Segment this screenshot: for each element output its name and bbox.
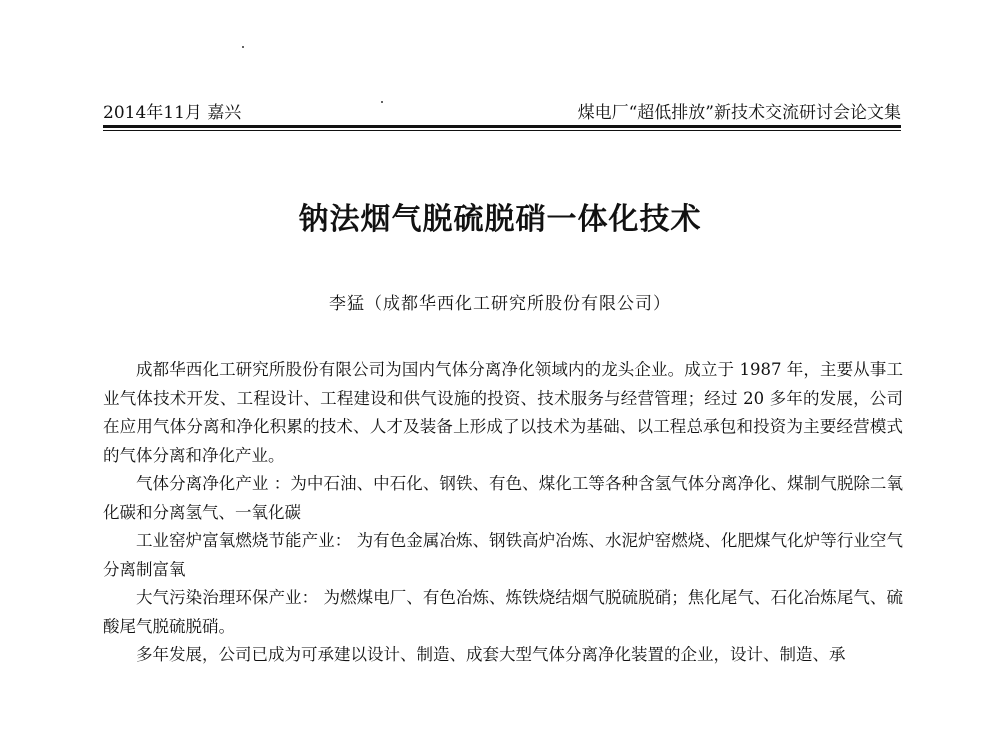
paragraph-gas-separation: 气体分离净化产业 ：为中石油、中石化、钢铁、有色、煤化工等各种含氢气体分离净化、煤制气脱除二氧化碳和分离氢气、一氧化碳: [103, 474, 903, 522]
body-text: [103, 356, 903, 670]
scan-speck: [242, 46, 244, 48]
paragraph-development: 多年发展，公司已成为可承建以设计、制造、成套大型气体分离净化装置的企业，设计、制造、承: [136, 645, 846, 664]
header-rule-thin: [103, 130, 901, 131]
author-affiliation: 李猛（成都华西化工研究所股份有限公司）: [329, 294, 671, 314]
running-header: [103, 96, 901, 124]
paragraph-kiln-oxygen: 工业窑炉富氧燃烧节能产业： 为有色金属冶炼、钢铁高炉冶炼、水泥炉窑燃烧、化肥煤气化炉等行业空气分离制富氧: [103, 531, 903, 579]
paper-title: 钠法烟气脱硫脱硝一体化技术: [298, 202, 702, 237]
header-proceedings-title: 煤电厂“超低排放”新技术交流研讨会论文集: [577, 103, 901, 123]
header-date-location: 2014年11月 嘉兴: [103, 103, 242, 123]
paragraph-company-intro: 成都华西化工研究所股份有限公司为国内气体分离净化领域内的龙头企业。成立于 1987 年，主要从事工业气体技术开发、工程设计、工程建设和供气设施的投资、技术服务与经营管理；经过 20 多年的发展，公司在应用气体分离和净化积累的技术、人才及装备上形成了以技术为基础、以工程总承包和投资为主要经营模式的气体分离和净化产业。: [103, 360, 903, 465]
paragraph-environmental: 大气污染治理环保产业： 为燃煤电厂、有色冶炼、炼铁烧结烟气脱硫脱硝；焦化尾气、石化冶炼尾气、硫酸尾气脱硫脱硝。: [103, 588, 903, 636]
header-rule: [103, 125, 901, 128]
